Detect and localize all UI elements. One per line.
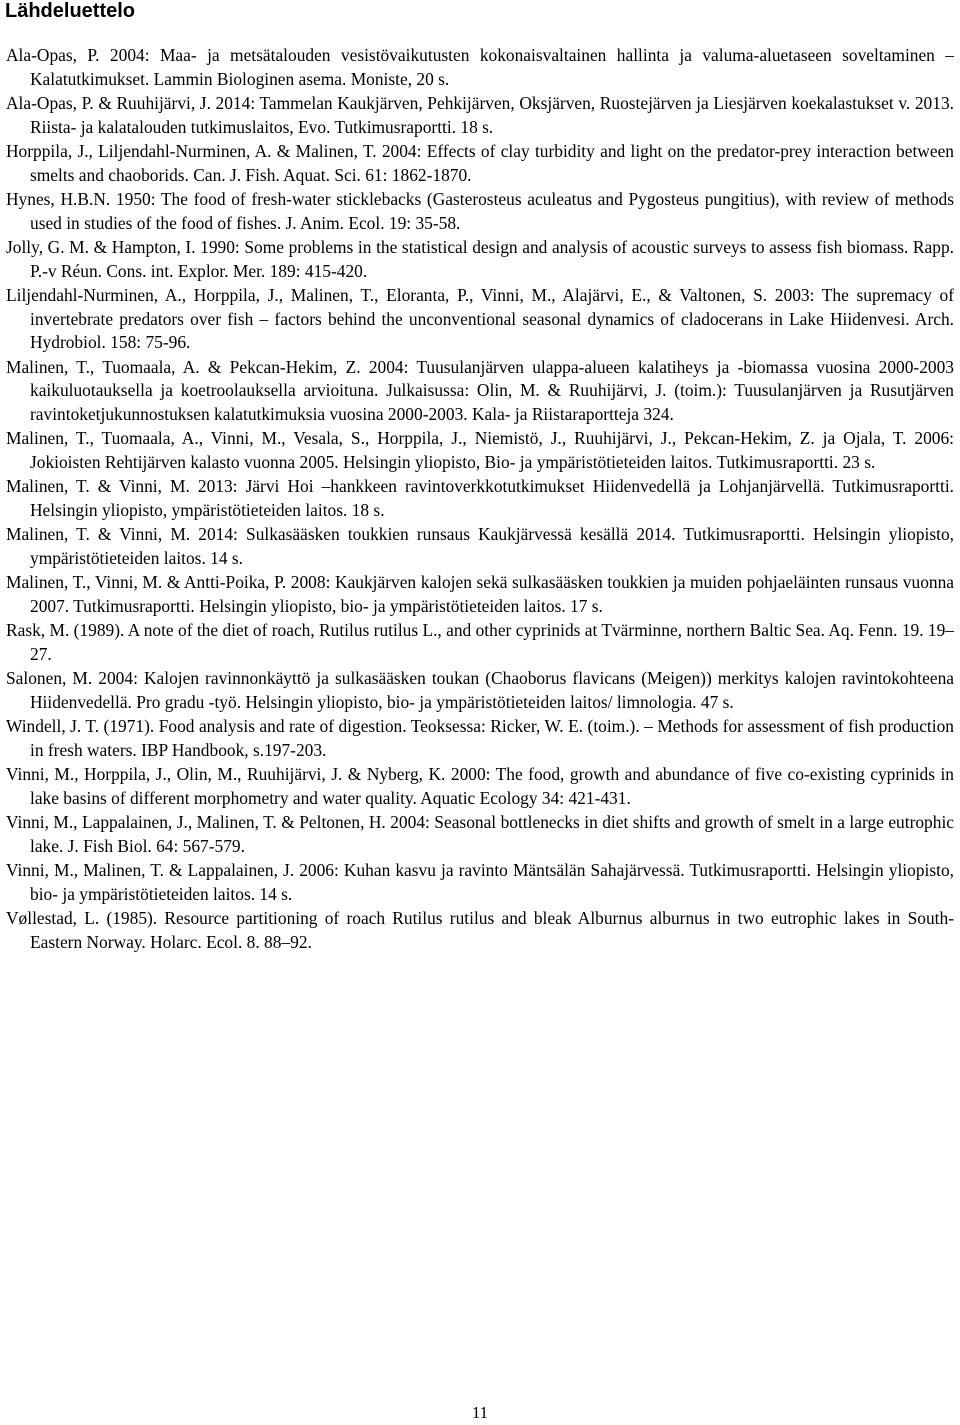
reference-item: Liljendahl-Nurminen, A., Horppila, J., Malinen, T., Eloranta, P., Vinni, M., Alajärvi, E., & Valtonen, S. 2003: The supremacy of invertebrate predators over fish – factors behind the unconventional seasonal dynamics of cladocerans in Lake Hiidenvesi. Arch. Hydrobiol. 158: 75-96. xyxy=(6,285,954,352)
reference-item: Vinni, M., Lappalainen, J., Malinen, T. & Peltonen, H. 2004: Seasonal bottlenecks in diet shifts and growth of smelt in a large eutrophic lake. J. Fish Biol. 64: 567-579. xyxy=(6,812,954,856)
reference-item: Horppila, J., Liljendahl-Nurminen, A. & Malinen, T. 2004: Effects of clay turbidity and light on the predator-prey interaction between smelts and chaoborids. Can. J. Fish. Aquat. Sci. 61: 1862-1870. xyxy=(6,141,954,185)
reference-item: Malinen, T. & Vinni, M. 2014: Sulkasääsken toukkien runsaus Kaukjärvessä kesällä 2014. Tutkimusraportti. Helsingin yliopisto, ympäristötieteiden laitos. 14 s. xyxy=(6,524,954,568)
reference-item: Vinni, M., Malinen, T. & Lappalainen, J. 2006: Kuhan kasvu ja ravinto Mäntsälän Sahajärvessä. Tutkimusraportti. Helsingin yliopisto, bio- ja ympäristötieteiden laitos. 14 s. xyxy=(6,860,954,904)
reference-item: Jolly, G. M. & Hampton, I. 1990: Some problems in the statistical design and analysis of acoustic surveys to assess fish biomass. Rapp. P.-v Réun. Cons. int. Explor. Mer. 189: 415-420. xyxy=(6,237,954,281)
page-number: 11 xyxy=(471,1403,489,1422)
reference-item: Vøllestad, L. (1985). Resource partitioning of roach Rutilus rutilus and bleak Alburnus alburnus in two eutrophic lakes in South-Eastern Norway. Holarc. Ecol. 8. 88–92. xyxy=(6,908,954,952)
reference-item: Malinen, T., Tuomaala, A., Vinni, M., Vesala, S., Horppila, J., Niemistö, J., Ruuhijärvi, J., Pekcan-Hekim, Z. ja Ojala, T. 2006: Jokioisten Rehtijärven kalasto vuonna 2005. Helsingin yliopisto, Bio- ja ympäristötieteiden laitos. Tutkimusraportti. 23 s. xyxy=(6,428,954,472)
reference-item: Vinni, M., Horppila, J., Olin, M., Ruuhijärvi, J. & Nyberg, K. 2000: The food, growth and abundance of five co-existing cyprinids in lake basins of different morphometry and water quality. Aquatic Ecology 34: 421-431. xyxy=(6,764,954,808)
reference-item: Malinen, T. & Vinni, M. 2013: Järvi Hoi –hankkeen ravintoverkkotutkimukset Hiidenvedellä ja Lohjanjärvellä. Tutkimusraportti. Helsingin yliopisto, ympäristötieteiden laitos. 18 s. xyxy=(6,476,954,520)
reference-item: Malinen, T., Vinni, M. & Antti-Poika, P. 2008: Kaukjärven kalojen sekä sulkasääsken toukkien ja muiden pohjaeläinten runsaus vuonna 2007. Tutkimusraportti. Helsingin yliopisto, bio- ja ympäristötieteiden laitos. 17 s. xyxy=(6,572,954,616)
page-title: Lähdeluettelo xyxy=(5,0,136,22)
reference-item: Windell, J. T. (1971). Food analysis and rate of digestion. Teoksessa: Ricker, W. E. (toim.). – Methods for assessment of fish production in fresh waters. IBP Handbook, s.197-203. xyxy=(6,716,954,760)
reference-item: Rask, M. (1989). A note of the diet of roach, Rutilus rutilus L., and other cyprinids at Tvärminne, northern Baltic Sea. Aq. Fenn. 19. 19–27. xyxy=(6,620,954,664)
reference-list xyxy=(6,44,954,955)
reference-item: Ala-Opas, P. & Ruuhijärvi, J. 2014: Tammelan Kaukjärven, Pehkijärven, Oksjärven, Ruostejärven ja Liesjärven koekalastukset v. 2013. Riista- ja kalatalouden tutkimuslaitos, Evo. Tutkimusraportti. 18 s. xyxy=(6,93,954,137)
reference-item: Salonen, M. 2004: Kalojen ravinnonkäyttö ja sulkasääsken toukan (Chaoborus flavicans (Meigen)) merkitys kalojen ravintokohteena Hiidenvedellä. Pro gradu -työ. Helsingin yliopisto, bio- ja ympäristötieteiden laitos/ limnologia. 47 s. xyxy=(6,668,954,712)
reference-item: Ala-Opas, P. 2004: Maa- ja metsätalouden vesistövaikutusten kokonaisvaltainen hallinta ja valuma-aluetaseen soveltaminen – Kalatutkimukset. Lammin Biologinen asema. Moniste, 20 s. xyxy=(6,45,954,89)
reference-item: Hynes, H.B.N. 1950: The food of fresh-water sticklebacks (Gasterosteus aculeatus and Pygosteus pungitius), with review of methods used in studies of the food of fishes. J. Anim. Ecol. 19: 35-58. xyxy=(6,189,954,233)
reference-item: Malinen, T., Tuomaala, A. & Pekcan-Hekim, Z. 2004: Tuusulanjärven ulappa-alueen kalatiheys ja -biomassa vuosina 2000-2003 kaikuluotauksella ja koetroolauksella arvioituna. Julkaisussa: Olin, M. & Ruuhijärvi, J. (toim.): Tuusulanjärven ja Rusutjärven ravintoketjukunnostuksen kalatutkimuksia vuosina 2000-2003. Kala- ja Riistaraportteja 324. xyxy=(6,356,954,424)
